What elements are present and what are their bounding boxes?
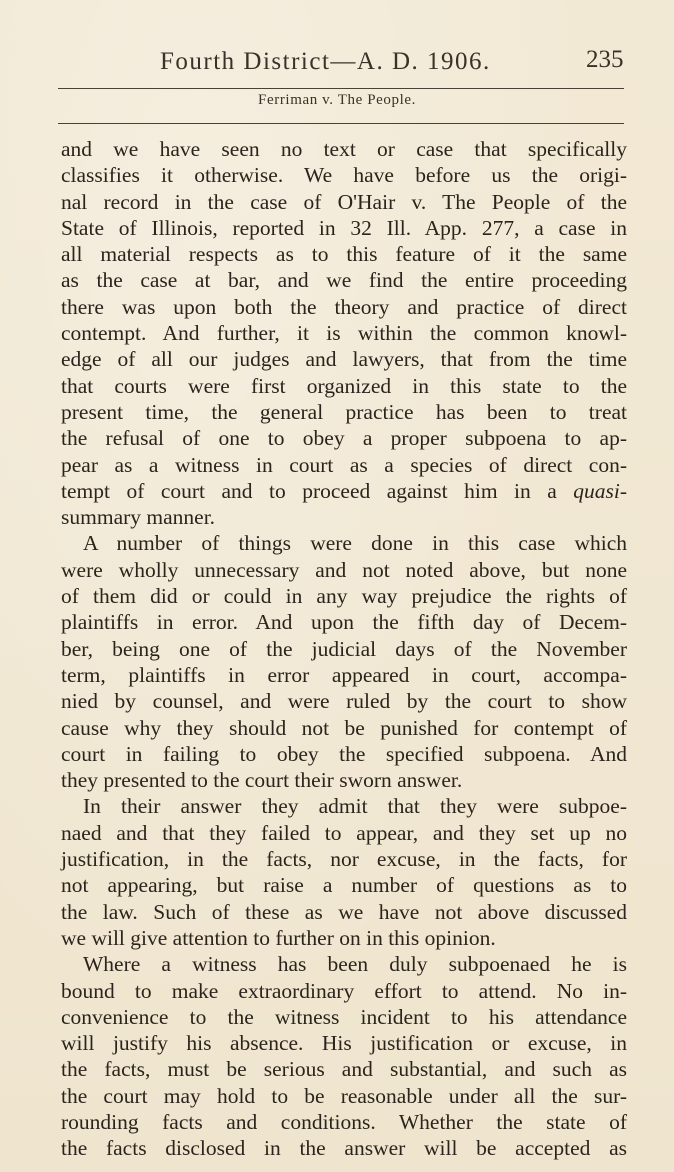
- running-title: Fourth District—A. D. 1906.: [160, 48, 491, 75]
- running-head: [0, 44, 674, 80]
- text-line: nied by counsel, and were ruled by the court to show: [61, 689, 627, 714]
- text-line: plaintiffs in error. And upon the fifth day of Decem-: [61, 610, 627, 635]
- text-line: bound to make extraordinary effort to attend. No in-: [61, 978, 627, 1003]
- text-line: contempt. And further, it is within the common knowl-: [61, 321, 627, 346]
- text-line: all material respects as to this feature of it the same: [61, 242, 627, 267]
- text-line: and we have seen no text or case that specifically: [61, 137, 627, 161]
- text-line: present time, the general practice has been to treat: [61, 399, 627, 424]
- body-text: [61, 136, 627, 1162]
- text-line-fragment: tempt of court and to proceed against him in a: [61, 478, 557, 503]
- text-line: the refusal of one to obey a proper subpoena to ap-: [61, 426, 627, 451]
- text-line: naed and that they failed to appear, and they set up no: [61, 820, 627, 845]
- text-line: were wholly unnecessary and not noted above, but none: [61, 557, 627, 582]
- paragraph-start-line: A number of things were done in this case which: [83, 531, 627, 556]
- header-rule-bottom: [58, 123, 624, 124]
- text-line: as the case at bar, and we find the entire proceeding: [61, 268, 627, 293]
- text-line: State of Illinois, reported in 32 Ill. App. 277, a case in: [61, 215, 627, 240]
- paragraph-end-line: we will give attention to further on in this opinion.: [61, 925, 496, 950]
- text-line: convenience to the witness incident to his attendance: [61, 1004, 627, 1029]
- case-caption: Ferriman v. The People.: [258, 92, 416, 108]
- text-line: the facts, must be serious and substantial, and such as: [61, 1057, 627, 1082]
- text-line: the law. Such of these as we have not above discussed: [61, 899, 627, 924]
- text-line: edge of all our judges and lawyers, that from the time: [61, 347, 627, 372]
- text-line: of them did or could in any way prejudice the rights of: [61, 584, 627, 609]
- page-number: 235: [586, 46, 624, 73]
- text-line: court in failing to obey the specified subpoena. And: [61, 741, 627, 766]
- text-line: there was upon both the theory and practice of direct: [61, 294, 627, 319]
- text-line: that courts were first organized in this state to the: [61, 373, 627, 398]
- text-line: term, plaintiffs in error appeared in court, accompa-: [61, 662, 627, 687]
- text-line: classifies it otherwise. We have before us the origi-: [61, 163, 627, 188]
- text-line: not appearing, but raise a number of questions as to: [61, 873, 627, 898]
- paragraph-start-line: In their answer they admit that they were subpoe-: [83, 794, 627, 819]
- header-rule-top: [58, 88, 624, 89]
- text-line: the facts disclosed in the answer will be accepted as: [61, 1136, 627, 1161]
- paragraph-end-line: summary manner.: [61, 505, 216, 530]
- text-line: justification, in the facts, nor excuse, in the facts, for: [61, 847, 627, 872]
- text-line: cause why they should not be punished for contempt of: [61, 715, 627, 740]
- text-line: rounding facts and conditions. Whether the state of: [61, 1109, 627, 1134]
- text-line: pear as a witness in court as a species of direct con-: [61, 452, 627, 477]
- text-line: ber, being one of the judicial days of the November: [61, 636, 627, 661]
- text-line: the court may hold to be reasonable under all the sur-: [61, 1083, 627, 1108]
- paragraph-end-line: they presented to the court their sworn answer.: [61, 768, 463, 793]
- italic-word: quasi-: [573, 478, 628, 503]
- paragraph-start-line: Where a witness has been duly subpoenaed he is: [83, 952, 627, 977]
- text-line-with-italic: [61, 478, 627, 504]
- text-line: nal record in the case of O'Hair v. The People of the: [61, 189, 627, 214]
- text-line: will justify his absence. His justification or excuse, in: [61, 1031, 627, 1056]
